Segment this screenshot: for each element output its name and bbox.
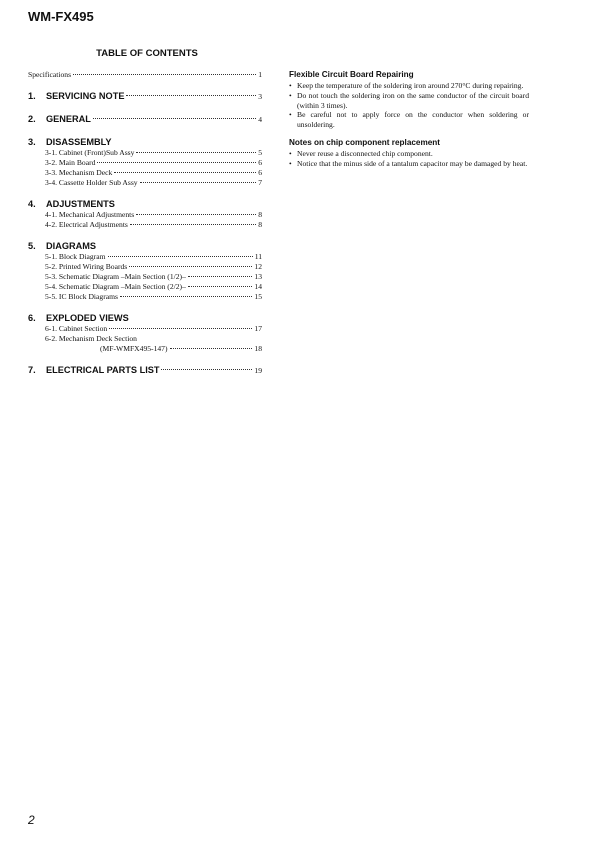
- leader-dots: [170, 348, 253, 349]
- toc-section-title-text: ELECTRICAL PARTS LIST: [46, 365, 160, 375]
- toc-entry-specifications[interactable]: [28, 70, 262, 80]
- toc-entry-page: 1: [258, 70, 262, 79]
- toc-entry[interactable]: [28, 210, 262, 220]
- toc-entry[interactable]: [28, 178, 262, 188]
- toc-section-page: 19: [254, 366, 262, 375]
- leader-dots: [188, 276, 253, 277]
- note-block: [289, 138, 529, 169]
- toc-section-heading[interactable]: [28, 90, 262, 103]
- note-heading: Notes on chip component replacement: [289, 137, 441, 147]
- toc-entry-label: 6-1. Cabinet Section: [45, 324, 108, 333]
- toc-entry-page: 6: [258, 158, 262, 167]
- leader-dots: [136, 152, 256, 153]
- toc-section-title-text: DISASSEMBLY: [46, 137, 112, 147]
- toc-section-title-text: ADJUSTMENTS: [46, 199, 115, 209]
- toc-entry[interactable]: [28, 220, 262, 230]
- toc-entry-label: 3-4. Cassette Holder Sub Assy: [45, 178, 138, 187]
- toc-entry[interactable]: [28, 324, 262, 334]
- toc-title: TABLE OF CONTENTS: [96, 48, 198, 59]
- toc-section-number: 1.: [28, 91, 36, 101]
- toc-section-title: [28, 136, 112, 148]
- toc-entry-label: 3-2. Main Board: [45, 158, 96, 167]
- toc-entry-page: 14: [254, 282, 262, 291]
- toc-section: [28, 136, 262, 188]
- page-number: 2: [28, 813, 35, 827]
- toc-section-number: 2.: [28, 114, 36, 124]
- model-name: WM-FX495: [28, 9, 94, 24]
- leader-dots: [129, 266, 252, 267]
- leader-dots: [93, 118, 256, 119]
- toc-entry[interactable]: 6-2. Mechanism Deck Section: [45, 334, 137, 343]
- note-heading: Flexible Circuit Board Repairing: [289, 70, 414, 79]
- toc-entry[interactable]: [28, 292, 262, 302]
- leader-dots: [136, 214, 256, 215]
- toc-section-number: 6.: [28, 313, 36, 323]
- table-of-contents: [28, 70, 262, 377]
- toc-section-title-text: SERVICING NOTE: [46, 91, 125, 101]
- toc-entry-page: 8: [258, 210, 262, 219]
- note-bullet-list: [289, 149, 529, 169]
- toc-section-heading[interactable]: [28, 113, 262, 126]
- toc-section-heading[interactable]: [28, 198, 262, 210]
- toc-entry-page: 12: [254, 262, 262, 271]
- toc-entry-label: (MF-WMFX495-147): [100, 344, 168, 353]
- toc-section-title: [28, 364, 159, 376]
- toc-entry-page: 15: [254, 292, 262, 301]
- toc-section-title: [28, 240, 96, 252]
- leader-dots: [130, 224, 256, 225]
- toc-section-title: [28, 113, 91, 125]
- toc-section-heading[interactable]: [28, 312, 262, 324]
- leader-dots: [126, 95, 256, 96]
- toc-entry-page: 7: [258, 178, 262, 187]
- leader-dots: [109, 328, 252, 329]
- note-bullet: • Be careful not to apply force on the conductor when soldering or unsoldering.: [289, 110, 529, 130]
- leader-dots: [97, 162, 256, 163]
- toc-entry[interactable]: [28, 148, 262, 158]
- toc-section-title: [28, 312, 129, 324]
- toc-entry[interactable]: [28, 158, 262, 168]
- toc-entry-page: 17: [254, 324, 262, 333]
- toc-section-title-text: GENERAL: [46, 114, 91, 124]
- toc-entry-label: 5-1. Block Diagram: [45, 252, 106, 261]
- toc-entry-label: 5-2. Printed Wiring Boards: [45, 262, 128, 271]
- toc-section-page: 4: [258, 115, 262, 124]
- toc-section: [28, 240, 262, 302]
- toc-entry-page: 5: [258, 148, 262, 157]
- note-bullet: • Keep the temperature of the soldering iron around 270°C during repairing.: [289, 81, 529, 91]
- toc-entry-label: 3-3. Mechanism Deck: [45, 168, 113, 177]
- toc-entry-continued[interactable]: [28, 344, 262, 354]
- leader-dots: [120, 296, 252, 297]
- service-notes: [289, 70, 529, 177]
- note-bullet: • Do not touch the soldering iron on the same conductor of the circuit board (within 3 times).: [289, 91, 529, 111]
- toc-entry-label: 3-1. Cabinet (Front)Sub Assy: [45, 148, 135, 157]
- note-block: [289, 70, 529, 130]
- leader-dots: [114, 172, 256, 173]
- toc-sections: [28, 90, 262, 377]
- toc-entry[interactable]: [28, 272, 262, 282]
- note-bullet-list: [289, 81, 529, 130]
- leader-dots: [140, 182, 257, 183]
- toc-section: [28, 90, 262, 103]
- toc-section-title: [28, 198, 115, 210]
- note-bullet: • Never reuse a disconnected chip component.: [289, 149, 529, 159]
- toc-entry-label: 4-2. Electrical Adjustments: [45, 220, 128, 229]
- toc-entry-page: 11: [254, 252, 262, 261]
- toc-section-number: 4.: [28, 199, 36, 209]
- toc-section-heading[interactable]: [28, 240, 262, 252]
- leader-dots: [108, 256, 253, 257]
- toc-section-heading[interactable]: [28, 364, 262, 377]
- note-bullet: • Notice that the minus side of a tantalum capacitor may be damaged by heat.: [289, 159, 529, 169]
- toc-section: [28, 312, 262, 354]
- toc-entry-page: 6: [258, 168, 262, 177]
- toc-entry-page: 13: [254, 272, 262, 281]
- toc-section-title-text: DIAGRAMS: [46, 241, 97, 251]
- toc-section-number: 3.: [28, 137, 36, 147]
- toc-entry[interactable]: [28, 168, 262, 178]
- toc-section: [28, 364, 262, 377]
- toc-section-number: 7.: [28, 365, 36, 375]
- toc-section: [28, 113, 262, 126]
- leader-dots: [161, 369, 252, 370]
- leader-dots: [188, 286, 253, 287]
- toc-entry-label: 5-4. Schematic Diagram –Main Section (2/2)–: [45, 282, 186, 291]
- toc-section: [28, 198, 262, 230]
- toc-entry[interactable]: [28, 262, 262, 272]
- toc-entry-page: 18: [254, 344, 262, 353]
- toc-section-title: [28, 90, 124, 102]
- toc-entry-label: 5-5. IC Block Diagrams: [45, 292, 118, 301]
- toc-section-page: 3: [258, 92, 262, 101]
- toc-entry-page: 8: [258, 220, 262, 229]
- toc-entry[interactable]: [28, 282, 262, 292]
- toc-entry-label: Specifications: [28, 70, 72, 79]
- toc-section-heading[interactable]: [28, 136, 262, 148]
- toc-section-number: 5.: [28, 241, 36, 251]
- toc-entry-label: 4-1. Mechanical Adjustments: [45, 210, 135, 219]
- leader-dots: [73, 74, 256, 75]
- toc-entry-label: 5-3. Schematic Diagram –Main Section (1/2)–: [45, 272, 186, 281]
- toc-entry[interactable]: [28, 252, 262, 262]
- toc-section-title-text: EXPLODED VIEWS: [46, 313, 129, 323]
